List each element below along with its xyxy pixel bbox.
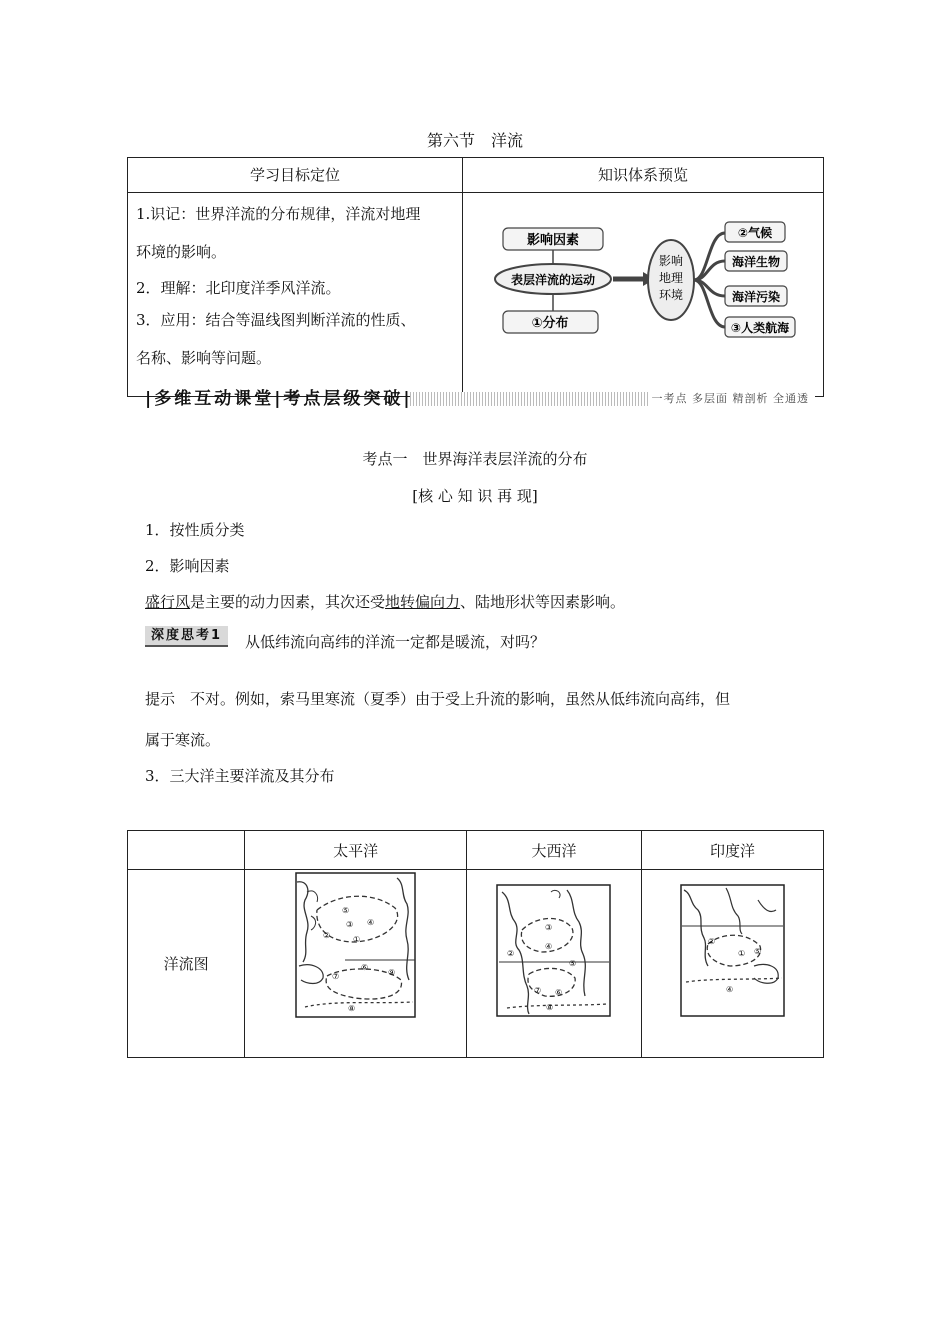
current-label: ② <box>507 949 515 958</box>
page-title: 第六节 洋流 <box>426 131 523 150</box>
hint-line: 提示 不对。例如，索马里寒流（夏季）由于受上升流的影响，虽然从低纬流向高纬，但 <box>145 690 731 708</box>
header-indian: 印度洋 <box>642 831 824 870</box>
learning-goals-table <box>127 157 824 397</box>
section-banner <box>145 388 817 410</box>
banner-slogan: 一考点 多层面 精剖析 全通透 <box>648 391 814 407</box>
item-factors: 2．影响因素 <box>145 557 230 575</box>
current-label: ④ <box>367 918 375 927</box>
item-classification: 1．按性质分类 <box>145 521 245 539</box>
factors-text: 是主要的动力因素，其次还受 <box>190 593 386 611</box>
prevailing-wind-term: 盛行风 <box>145 593 191 611</box>
current-label: ④ <box>726 985 734 994</box>
current-label: ① <box>738 949 746 958</box>
current-label: ⑧ <box>348 1004 356 1013</box>
goal-line: 名称、影响等问题。 <box>136 349 272 367</box>
current-label: ⑨ <box>388 968 396 977</box>
climate-label: ②气候 <box>737 226 773 240</box>
header-atlantic: 大西洋 <box>467 831 642 870</box>
hint-line: 属于寒流。 <box>145 731 221 749</box>
section-heading: 考点一 世界海洋表层洋流的分布 <box>362 450 588 468</box>
goals-header: 学习目标定位 <box>128 158 463 193</box>
goal-line: 环境的影响。 <box>136 243 227 261</box>
current-label: ⑤ <box>569 959 577 968</box>
current-label: ⑦ <box>332 972 340 981</box>
pollution-label: 海洋污染 <box>731 290 781 304</box>
row-label: 洋流图 <box>128 870 245 1058</box>
think-question: 从低纬流向高纬的洋流一定都是暖流，对吗？ <box>245 633 546 651</box>
pacific-map-cell <box>245 870 467 1058</box>
coriolis-term: 地转偏向力 <box>385 593 461 611</box>
goal-line: 1.识记：世界洋流的分布规律，洋流对地理 <box>136 205 421 223</box>
current-label: ⑧ <box>546 1003 554 1012</box>
deep-thinking-tag: 深度思考1 <box>145 626 228 647</box>
env-label: 地理 <box>658 271 684 285</box>
pacific-map <box>245 870 464 1057</box>
indian-map-cell <box>642 870 824 1058</box>
env-label: 影响 <box>658 254 684 268</box>
ocean-currents-table <box>127 830 824 1058</box>
current-label: ⑥ <box>361 963 369 972</box>
goal-line: 3．应用：结合等温线图判断洋流的性质、 <box>136 311 416 329</box>
current-label: ④ <box>545 942 553 951</box>
current-label: ③ <box>346 920 354 929</box>
atlantic-map-cell <box>467 870 642 1058</box>
item-three-oceans: 3．三大洋主要洋流及其分布 <box>145 767 335 785</box>
concept-map-cell <box>463 193 824 397</box>
atlantic-map <box>467 870 639 1057</box>
current-label: ③ <box>545 923 553 932</box>
current-label: ⑥ <box>555 988 563 997</box>
current-label: ⑤ <box>754 947 762 956</box>
factors-paragraph <box>145 591 625 612</box>
current-label: ② <box>323 931 331 940</box>
indian-map <box>642 870 823 1057</box>
current-label: ⑤ <box>342 906 350 915</box>
header-pacific: 太平洋 <box>245 831 467 870</box>
current-label: ② <box>708 937 716 946</box>
factors-text-end: 、陆地形状等因素影响。 <box>460 593 626 611</box>
navigation-label: ③人类航海 <box>730 321 790 335</box>
section-subheading: [核 心 知 识 再 现] <box>412 487 538 505</box>
env-label: 环境 <box>658 288 684 302</box>
influence-factors-label: 影响因素 <box>526 233 580 248</box>
goals-cell <box>128 193 463 397</box>
surface-current-label: 表层洋流的运动 <box>510 273 596 287</box>
concept-map <box>463 193 823 386</box>
goal-line: 2．理解：北印度洋季风洋流。 <box>136 279 341 297</box>
current-label: ① <box>353 935 361 944</box>
distribution-label: ①分布 <box>531 316 569 331</box>
banner-title: |多维互动课堂|考点层级突破| <box>145 389 413 409</box>
current-label: ⑦ <box>534 986 542 995</box>
preview-header: 知识体系预览 <box>463 158 824 193</box>
marine-life-label: 海洋生物 <box>731 255 781 269</box>
corner-cell <box>128 831 245 870</box>
